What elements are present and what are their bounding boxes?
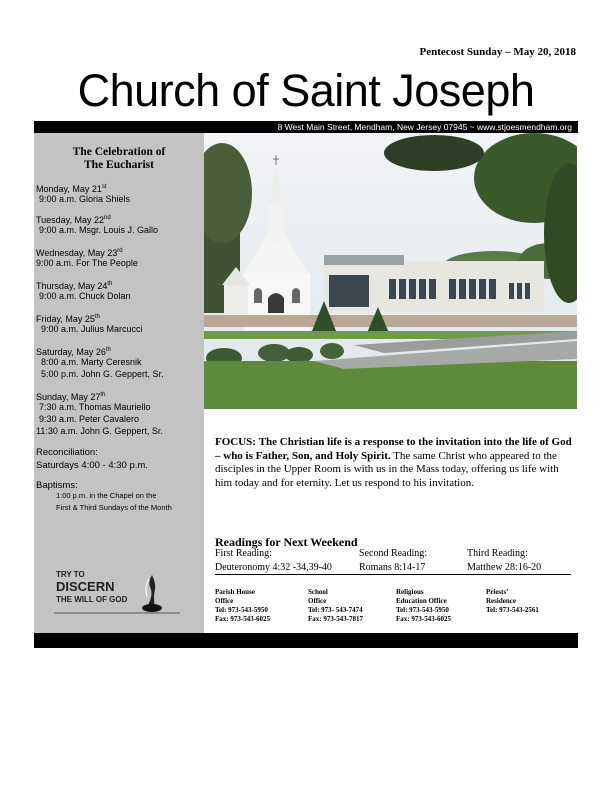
mass-intention: 9:00 a.m. For The People: [36, 258, 138, 268]
office-contact: Religious Education Office Tel: 973-543-5950 Fax: 973-543-6025: [396, 588, 452, 623]
mass-day: Monday, May 21st: [36, 184, 107, 194]
church-photo: [204, 133, 577, 409]
reading-reference: Matthew 28:16-20: [467, 562, 542, 573]
mass-intention: 9:00 a.m. Chuck Dolan: [39, 291, 131, 301]
reconciliation-label: Reconciliation:: [36, 447, 98, 458]
office-contact: Priests’ Residence Tel: 973-543-2561: [486, 588, 539, 614]
mass-schedule-sidebar: [34, 133, 204, 633]
reading-reference: Romans 8:14-17: [359, 562, 426, 573]
bulletin-date: Pentecost Sunday – May 20, 2018: [419, 46, 576, 58]
mass-intention: 8:00 a.m. Marty Ceresnik: [41, 357, 142, 367]
mass-intention: 5:00 p.m. John G. Geppert, Sr.: [41, 369, 164, 379]
sidebar-title: [34, 146, 204, 172]
sidebar-title-line2: The Eucharist: [84, 159, 154, 171]
baptisms-detail: First & Third Sundays of the Month: [56, 503, 172, 512]
discern-logo: [52, 567, 182, 615]
footer-bar: [34, 633, 578, 648]
reading-reference: Deuteronomy 4:32 -34,39-40: [215, 562, 332, 573]
logo-line2: DISCERN: [56, 579, 115, 594]
mass-day: Friday, May 25th: [36, 314, 100, 324]
focus-text: The same Christ who appeared to the disciples in the Upper Room is with us in the Mass today, offering us life with him today and for eternity. Let us respond to his invitation.: [215, 449, 559, 489]
mass-intention: 7:30 a.m. Thomas Mauriello: [39, 402, 151, 412]
mass-intention: 9:00 a.m. Julius Marcucci: [41, 324, 143, 334]
church-address: 8 West Main Street, Mendham, New Jersey 07945 ~ www.stjoesmendham.org: [277, 122, 572, 132]
readings-divider: [215, 574, 571, 575]
mass-day: Thursday, May 24th: [36, 281, 113, 291]
mass-day: Tuesday, May 22nd: [36, 215, 111, 225]
mass-day: Sunday, May 27th: [36, 392, 106, 402]
office-contact: Parish House Office Tel: 973-543-5950 Fax: 973-543-6025: [215, 588, 271, 623]
focus-paragraph: [215, 436, 577, 490]
reading-label: Second Reading:: [359, 548, 428, 559]
readings-title: Readings for Next Weekend: [215, 535, 358, 549]
focus-label: FOCUS:: [215, 436, 256, 448]
reconciliation-time: Saturdays 4:00 - 4:30 p.m.: [36, 460, 148, 471]
baptisms-label: Baptisms:: [36, 480, 78, 491]
sidebar-title-line1: The Celebration of: [72, 146, 166, 158]
mass-intention: 11:30 a.m. John G. Geppert, Sr.: [36, 426, 163, 436]
reading-label: Third Reading:: [467, 548, 528, 559]
focus-bold-text: The Christian life is a response to the invitation into the life of God – who is Father, Son, and Holy Spirit.: [215, 436, 572, 462]
reading-label: First Reading:: [215, 548, 272, 559]
office-contact: School Office Tel: 973- 543-7474 Fax: 973-543-7817: [308, 588, 364, 623]
mass-intention: 9:30 a.m. Peter Cavalero: [39, 414, 140, 424]
mass-intention: 9:00 a.m. Gloria Shiels: [39, 194, 131, 204]
mass-intention: 9:00 a.m. Msgr. Louis J. Gallo: [39, 225, 159, 235]
mass-day: Wednesday, May 23rd: [36, 248, 123, 258]
mass-day: Saturday, May 26th: [36, 347, 111, 357]
logo-line1: TRY TO: [56, 570, 85, 579]
logo-line3: THE WILL OF GOD: [56, 595, 128, 604]
page-title: Church of Saint Joseph: [77, 65, 535, 116]
baptisms-detail: 1:00 p.m. in the Chapel on the: [56, 491, 157, 500]
